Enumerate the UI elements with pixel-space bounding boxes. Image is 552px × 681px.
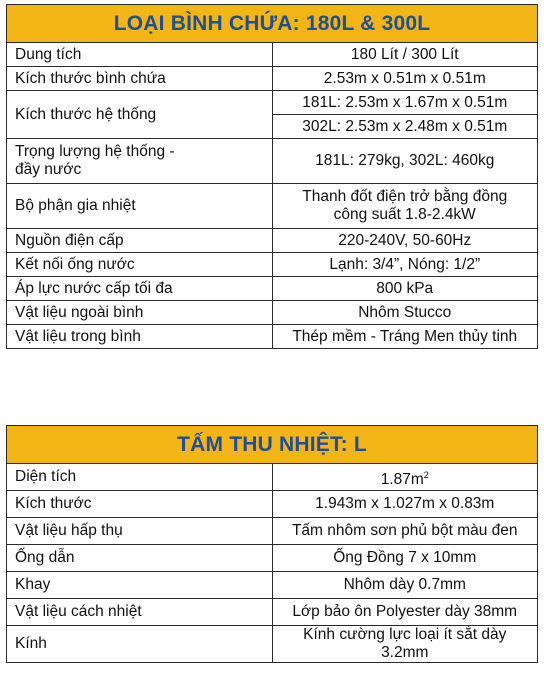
table-row (7, 43, 538, 67)
tray-value: Nhôm dày 0.7mm (272, 572, 538, 599)
system-size-302-value: 302L: 2.53m x 2.48m x 0.51m (272, 115, 538, 139)
capacity-value: 180 Lít / 300 Lít (272, 43, 538, 67)
heater-value-line2: công suất 1.8-2.4kW (333, 206, 476, 223)
heater-value-line1: Thanh đốt điện trở bằng đồng (302, 188, 508, 205)
area-value (272, 464, 538, 491)
heater-value (272, 184, 538, 229)
table-row (7, 545, 538, 572)
tank-size-value: 2.53m x 0.51m x 0.51m (272, 67, 538, 91)
weight-label-line1: Trọng lượng hệ thống - (15, 143, 175, 160)
table-row (7, 572, 538, 599)
tray-label: Khay (7, 572, 273, 599)
area-value-superscript: 2 (423, 469, 429, 480)
area-label: Diện tích (7, 464, 273, 491)
absorber-label: Vật liệu hấp thụ (7, 518, 273, 545)
table-row (7, 325, 538, 349)
tube-label: Ống dẫn (7, 545, 273, 572)
tank-size-label: Kích thước bình chứa (7, 67, 273, 91)
table-row (7, 301, 538, 325)
outer-material-value: Nhôm Stucco (272, 301, 538, 325)
weight-label-line2: đầy nước (15, 161, 82, 178)
outer-material-label: Vật liệu ngoài bình (7, 301, 273, 325)
system-size-label: Kích thước hệ thống (7, 91, 273, 139)
table-row (7, 67, 538, 91)
table-row (7, 464, 538, 491)
insulation-value: Lớp bảo ôn Polyester dày 38mm (272, 599, 538, 626)
table-row (7, 91, 538, 115)
heater-label: Bộ phận gia nhiệt (7, 184, 273, 229)
size-value: 1.943m x 1.027m x 0.83m (272, 491, 538, 518)
tank-header-row (7, 5, 538, 43)
table-row (7, 184, 538, 229)
collector-header-row (7, 426, 538, 464)
table-row (7, 253, 538, 277)
area-value-text: 1.87m (380, 470, 424, 488)
weight-label (7, 139, 273, 184)
table-row (7, 626, 538, 663)
tank-spec-table (6, 4, 538, 349)
table-row (7, 139, 538, 184)
system-size-181-value: 181L: 2.53m x 1.67m x 0.51m (272, 91, 538, 115)
pipe-value: Lạnh: 3/4”, Nóng: 1/2” (272, 253, 538, 277)
pressure-label: Áp lực nước cấp tối đa (7, 277, 273, 301)
inner-material-label: Vật liệu trong bình (7, 325, 273, 349)
inner-material-value: Thép mềm - Tráng Men thủy tinh (272, 325, 538, 349)
glass-label: Kính (7, 626, 273, 663)
glass-value: Kính cường lực loại ít sắt dày 3.2mm (272, 626, 538, 663)
capacity-label: Dung tích (7, 43, 273, 67)
table-row (7, 599, 538, 626)
collector-spec-table (6, 425, 538, 663)
pipe-label: Kết nối ống nước (7, 253, 273, 277)
absorber-value: Tấm nhôm sơn phủ bột màu đen (272, 518, 538, 545)
pressure-value: 800 kPa (272, 277, 538, 301)
table-row (7, 277, 538, 301)
tank-title: LOẠI BÌNH CHỨA: 180L & 300L (7, 5, 538, 43)
weight-value: 181L: 279kg, 302L: 460kg (272, 139, 538, 184)
table-row (7, 518, 538, 545)
collector-title: TẤM THU NHIỆT: L (7, 426, 538, 464)
tube-value: Ống Đồng 7 x 10mm (272, 545, 538, 572)
table-row (7, 229, 538, 253)
power-value: 220-240V, 50-60Hz (272, 229, 538, 253)
size-label: Kích thước (7, 491, 273, 518)
table-row (7, 491, 538, 518)
power-label: Nguồn điện cấp (7, 229, 273, 253)
insulation-label: Vật liệu cách nhiệt (7, 599, 273, 626)
